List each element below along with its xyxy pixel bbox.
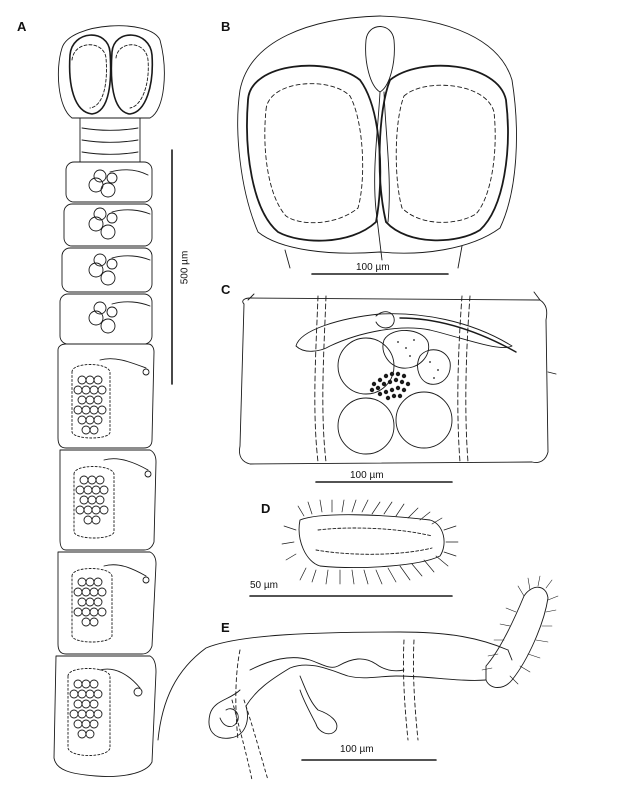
scale-label-a: 500 µm: [179, 250, 191, 285]
cirrus-sac: [296, 314, 512, 352]
panel-a-drawing: [54, 26, 172, 777]
testis: [396, 392, 452, 448]
ovary-lobe: [418, 350, 451, 385]
scale-label-e: 100 µm: [340, 744, 374, 755]
testis: [338, 398, 394, 454]
egg-mass: [76, 476, 108, 524]
proglottid: [58, 552, 156, 654]
panel-label-b: B: [221, 19, 231, 34]
bothridium-left: [70, 35, 111, 114]
bothridium-left-detail: [247, 66, 380, 241]
scale-label-c: 100 µm: [350, 470, 384, 481]
egg-mass: [74, 578, 106, 626]
panel-c-drawing: [239, 292, 556, 482]
cirrus-spines: [282, 500, 458, 584]
scale-label-d: 50 µm: [250, 580, 278, 591]
panel-label-c: C: [221, 282, 231, 297]
panel-label-d: D: [261, 501, 271, 516]
bothridium-right-detail: [380, 66, 508, 241]
panel-label-a: A: [17, 19, 27, 34]
testis: [338, 338, 394, 394]
vagina-duct: [209, 665, 486, 738]
panel-b-drawing: [238, 16, 517, 274]
ovary-dots: [397, 339, 439, 379]
segment-outline: [158, 632, 508, 740]
bothridium-right: [111, 35, 152, 114]
panel-label-e: E: [221, 620, 230, 635]
proglottid: [62, 248, 152, 292]
everted-cirrus: [486, 587, 548, 687]
egg-mass: [74, 376, 106, 434]
ovary-lobe: [383, 330, 429, 368]
vitelline-follicles: [370, 372, 410, 400]
cirrus-body: [299, 515, 444, 568]
panel-d-drawing: [250, 500, 458, 596]
egg-mass: [70, 680, 102, 738]
proglottid: [60, 450, 156, 550]
proglottid: [54, 656, 156, 776]
scale-label-b: 100 µm: [356, 262, 390, 273]
